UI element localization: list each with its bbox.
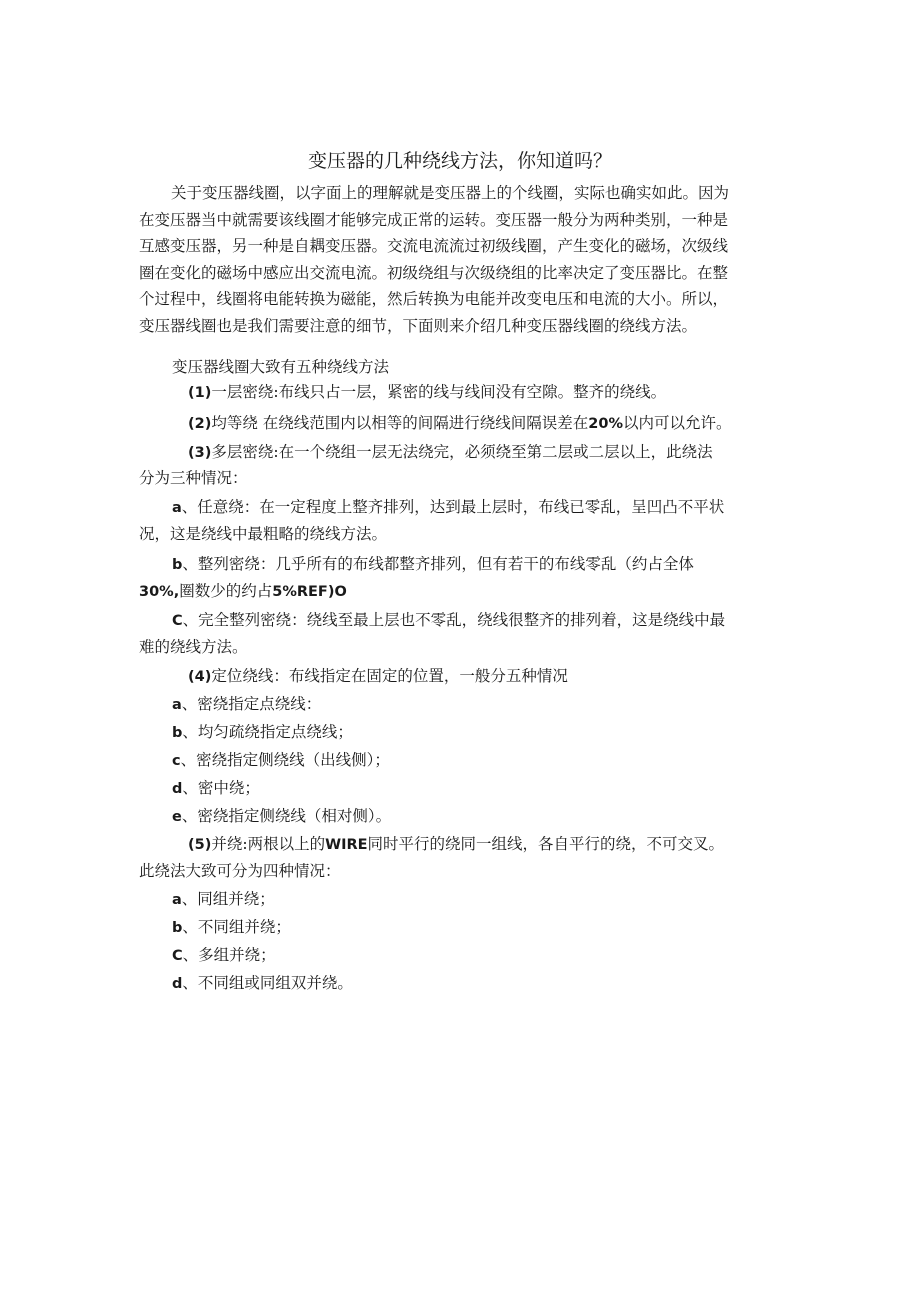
item-letter: d (172, 976, 183, 992)
wire-term: WIRE (325, 837, 368, 853)
item-text: 、多组并绕； (182, 946, 276, 964)
item-text: 、密中绕； (182, 779, 260, 797)
item-letter: b (172, 725, 183, 741)
item-letter: C (172, 613, 183, 629)
item-text: 、整列密绕：几乎所有的布线都整齐排列，但有若干的布线零乱（约占全体 (182, 555, 694, 573)
method-text: 定位绕线：布线指定在固定的位置，一般分五种情况 (211, 667, 568, 685)
intro-line: 圈在变化的磁场中感应出交流电流。初级绕组与次级绕组的比率决定了变压器比。在整 (139, 263, 729, 282)
item-letter: a (172, 500, 182, 516)
item-letter: b (172, 557, 183, 573)
list-item (172, 693, 321, 716)
method-3c-cont: 难的绕线方法。 (139, 638, 248, 656)
item-letter: a (172, 697, 182, 713)
method-3-cont: 分为三种情况： (139, 469, 248, 487)
intro-line: 变压器线圈也是我们需要注意的细节，下面则来介绍几种变压器线圈的绕线方法。 (139, 316, 698, 335)
item-letter: b (172, 920, 183, 936)
item-text: 、任意绕：在一定程度上整齐排列，达到最上层时，布线已零乱，呈凹凸不平状 (181, 498, 725, 516)
list-item (172, 944, 276, 967)
intro-line: 互感变压器，另一种是自耦变压器。交流电流流过初级线圈，产生变化的磁场，次级线 (139, 237, 729, 255)
list-item (172, 721, 353, 744)
list-item (172, 916, 291, 939)
method-text: 同时平行的绕同一组线，各自平行的绕，不可交叉。 (367, 835, 725, 853)
method-number: (3) (188, 445, 212, 461)
list-item (172, 749, 390, 772)
item-bold-text: 30%, (139, 584, 180, 600)
intro-line: 关于变压器线圈，以字面上的理解就是变压器上的个线圈，实际也确实如此。因为 (171, 184, 730, 202)
item-text: 、不同组或同组双并绕。 (182, 974, 353, 992)
intro-paragraph (139, 182, 799, 341)
list-item (172, 805, 391, 828)
item-letter: e (172, 809, 182, 825)
method-3a-cont: 况，这是绕线中最粗略的绕线方法。 (139, 525, 388, 543)
method-text: 均等绕 在绕线范围内以相等的间隔进行绕线间隔误差在 (211, 414, 589, 432)
method-5-cont: 此绕法大致可分为四种情况： (139, 862, 341, 880)
method-5 (188, 833, 724, 856)
item-letter: d (172, 781, 183, 797)
item-bold-text: 5%REF)O (272, 584, 347, 600)
item-letter: C (172, 948, 183, 964)
item-letter: c (172, 753, 181, 769)
item-letter: a (172, 892, 182, 908)
tolerance-percent: 20% (588, 416, 623, 432)
method-3a (172, 496, 724, 519)
method-number: (4) (188, 669, 212, 685)
item-text: 、不同组并绕； (182, 918, 291, 936)
document-title: 变压器的几种绕线方法，你知道吗？ (307, 150, 612, 172)
method-3 (188, 441, 713, 464)
list-item (172, 972, 353, 995)
method-number: (5) (188, 837, 212, 853)
list-item (172, 888, 275, 911)
method-text: 一层密绕:布线只占一层，紧密的线与线间没有空隙。整齐的绕线。 (211, 383, 667, 401)
item-text: 、密绕指定侧绕线（出线侧）； (180, 751, 390, 769)
intro-line: 个过程中，线圈将电能转换为磁能，然后转换为电能并改变电压和电流的大小。所以， (139, 290, 729, 308)
item-text: 、完全整列密绕：绕线至最上层也不零乱，绕线很整齐的排列着，这是绕线中最 (182, 611, 726, 629)
method-3c (172, 609, 725, 632)
method-2 (188, 412, 732, 435)
list-item (172, 777, 260, 800)
method-number: (1) (188, 385, 212, 401)
methods-heading: 变压器线圈大致有五种绕线方法 (172, 358, 390, 376)
method-text: 多层密绕:在一个绕组一层无法绕完，必须绕至第二层或二层以上，此绕法 (211, 443, 713, 461)
method-text: 以内可以允许。 (623, 414, 732, 432)
method-1 (188, 381, 666, 404)
item-text: 、密绕指定点绕线： (181, 695, 322, 713)
item-text: 圈数少的约占 (179, 582, 273, 600)
method-3b-cont (139, 580, 347, 603)
intro-line: 在变压器当中就需要该线圈才能够完成正常的运转。变压器一般分为两种类别，一种是 (139, 210, 729, 229)
item-text: 、均匀疏绕指定点绕线； (182, 723, 353, 741)
method-3b (172, 553, 694, 576)
method-4 (188, 665, 568, 688)
method-text: 并绕:两根以上的 (211, 835, 326, 853)
item-text: 、密绕指定侧绕线（相对侧）。 (181, 807, 392, 825)
item-text: 、同组并绕； (181, 890, 275, 908)
method-number: (2) (188, 416, 212, 432)
